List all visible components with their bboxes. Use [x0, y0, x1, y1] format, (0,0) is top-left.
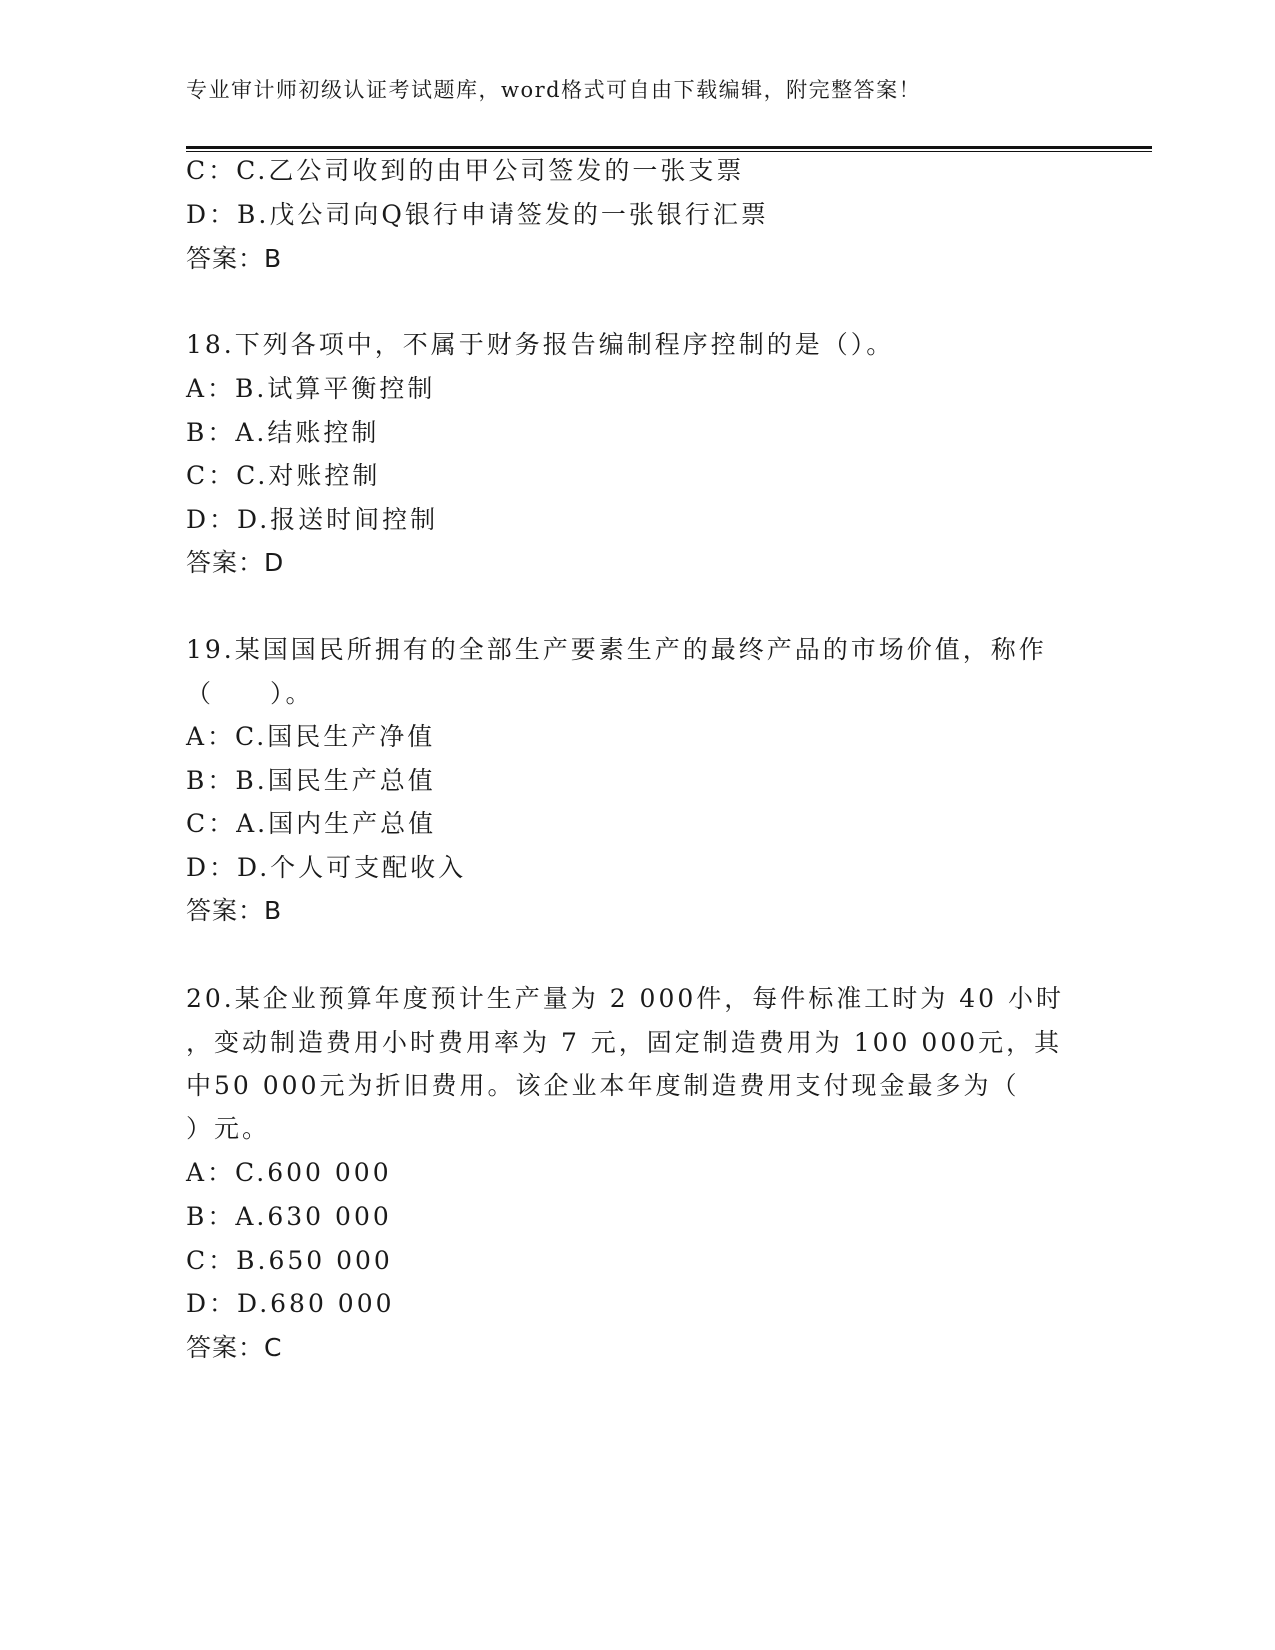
option-line: B：A.结账控制 [186, 418, 380, 447]
answer-line: 答案：B [186, 896, 283, 925]
option-line: C：C.对账控制 [186, 461, 381, 490]
option-line: D：D.680 000 [186, 1289, 395, 1318]
answer-line: 答案：B [186, 244, 283, 273]
question-stem: 18.下列各项中，不属于财务报告编制程序控制的是（）。 [186, 330, 895, 359]
option-line: C：C.乙公司收到的由甲公司签发的一张支票 [186, 156, 745, 185]
answer-line: 答案：D [186, 548, 285, 577]
question-stem: 20.某企业预算年度预计生产量为 2 000件，每件标准工时为 40 小时 [186, 984, 1064, 1013]
option-line: C：B.650 000 [186, 1246, 393, 1275]
option-line: A：C.国民生产净值 [186, 722, 436, 751]
document-page [186, 0, 1146, 1650]
question-stem: 中50 000元为折旧费用。该企业本年度制造费用支付现金最多为（ [186, 1071, 1020, 1100]
page-header: 专业审计师初级认证考试题库，word格式可自由下载编辑，附完整答案！ [186, 78, 922, 102]
answer-line: 答案：C [186, 1333, 283, 1362]
question-stem: ，变动制造费用小时费用率为 7 元，固定制造费用为 100 000元，其 [186, 1028, 1063, 1057]
option-line: D：D.个人可支配收入 [186, 853, 467, 882]
option-line: D：D.报送时间控制 [186, 505, 439, 534]
header-rule-thick [186, 146, 1152, 149]
option-line: B：A.630 000 [186, 1202, 392, 1231]
header-rule-thin [186, 151, 1152, 152]
question-stem: 19.某国国民所拥有的全部生产要素生产的最终产品的市场价值，称作 [186, 635, 1047, 664]
option-line: D：B.戊公司向Q银行申请签发的一张银行汇票 [186, 200, 769, 229]
question-stem: ）元。 [186, 1114, 271, 1143]
option-line: A：B.试算平衡控制 [186, 374, 436, 403]
option-line: A：C.600 000 [186, 1158, 392, 1187]
option-line: B：B.国民生产总值 [186, 766, 436, 795]
question-stem: （ ）。 [186, 679, 314, 708]
option-line: C：A.国内生产总值 [186, 809, 437, 838]
